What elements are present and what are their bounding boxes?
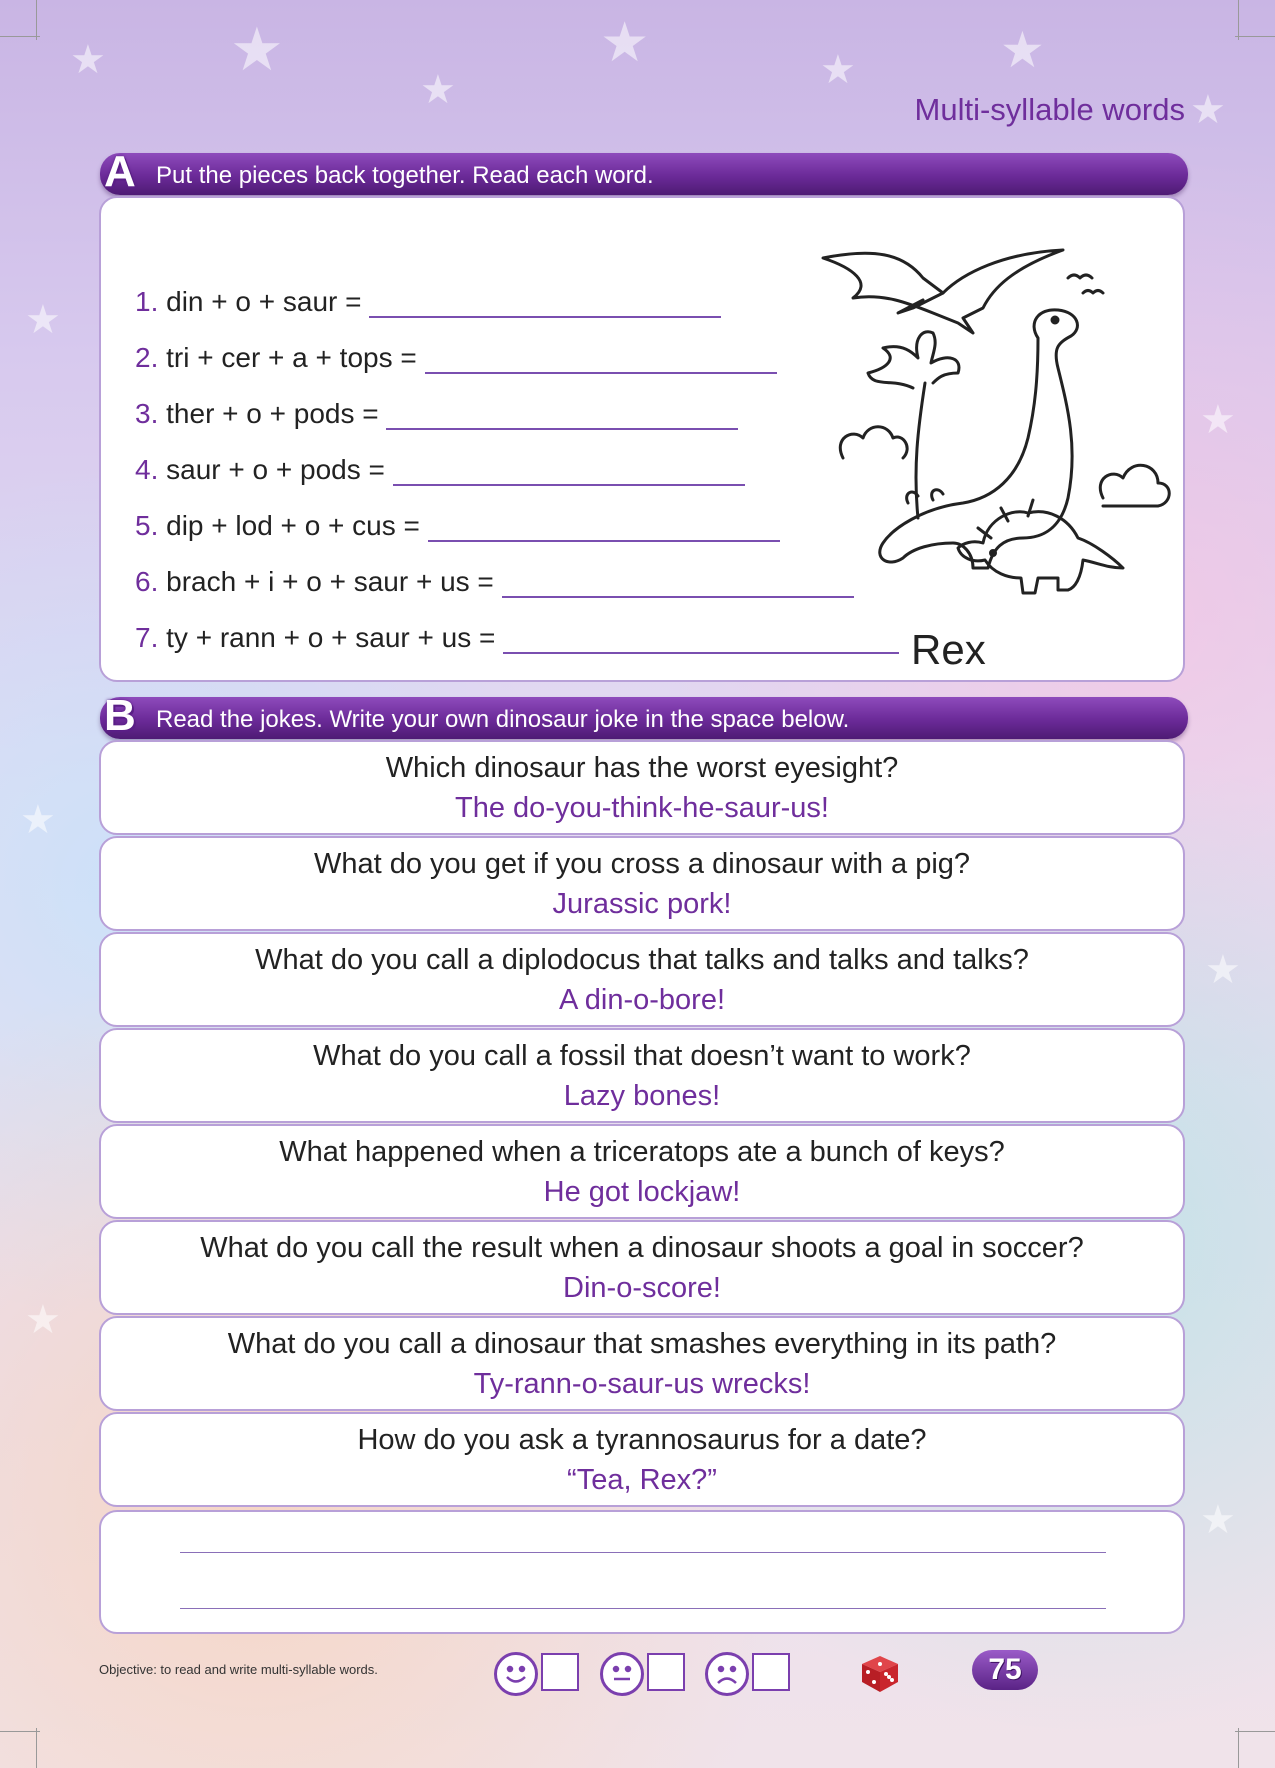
joke-question: What do you call a diplodocus that talks and talks and talks? — [255, 944, 1029, 976]
joke-question: What happened when a triceratops ate a bunch of keys? — [279, 1136, 1005, 1168]
section-a-header — [100, 147, 1188, 196]
objective-text: Objective: to read and write multi-syllable words. — [99, 1662, 378, 1677]
item-text: din + o + saur = — [166, 286, 362, 317]
sad-face-icon[interactable] — [705, 1652, 749, 1696]
crop-mark — [0, 1731, 40, 1732]
section-a-panel — [99, 196, 1185, 682]
section-b-instruction: Read the jokes. Write your own dinosaur joke in the space below. — [156, 706, 850, 733]
joke-answer: Jurassic pork! — [552, 888, 732, 920]
item-text: dip + lod + o + cus = — [166, 510, 420, 541]
item-number: 2. — [135, 342, 159, 373]
page-number: 75 — [972, 1650, 1038, 1690]
joke-question: What do you call a dinosaur that smashes everything in its path? — [227, 1328, 1057, 1360]
star-icon: ★ — [230, 16, 284, 83]
dice-icon — [856, 1648, 904, 1696]
bush-icon — [1100, 465, 1169, 506]
palm-tree-icon — [868, 332, 959, 518]
answer-blank[interactable] — [428, 514, 780, 542]
joke-card — [99, 836, 1185, 931]
exercise-item-2 — [135, 342, 777, 374]
crop-mark — [1238, 1728, 1239, 1768]
star-icon: ★ — [25, 298, 61, 342]
star-icon: ★ — [820, 48, 856, 92]
answer-blank[interactable] — [425, 346, 777, 374]
crop-mark — [1235, 36, 1275, 37]
joke-answer: A din-o-bore! — [558, 984, 726, 1016]
star-icon: ★ — [1000, 22, 1045, 78]
exercise-item-5 — [135, 510, 780, 542]
star-icon: ★ — [600, 11, 650, 73]
joke-card — [99, 932, 1185, 1027]
item-number: 6. — [135, 566, 159, 597]
star-icon: ★ — [1200, 398, 1236, 442]
neutral-face-icon[interactable] — [600, 1652, 644, 1696]
star-icon: ★ — [70, 38, 106, 82]
crop-mark — [36, 0, 37, 40]
star-icon: ★ — [1190, 88, 1226, 132]
joke-card — [99, 740, 1185, 835]
sad-checkbox[interactable] — [752, 1653, 790, 1691]
joke-answer: Lazy bones! — [563, 1080, 721, 1112]
joke-answer: “Tea, Rex?” — [567, 1464, 717, 1496]
crop-mark — [36, 1728, 37, 1768]
crop-mark — [1238, 0, 1239, 40]
item-text: brach + i + o + saur + us = — [166, 566, 494, 597]
writing-line[interactable] — [180, 1552, 1106, 1553]
item-text: tri + cer + a + tops = — [166, 342, 417, 373]
joke-card — [99, 1316, 1185, 1411]
star-icon: ★ — [25, 1298, 61, 1342]
item-number: 7. — [135, 622, 159, 653]
answer-blank[interactable] — [386, 402, 738, 430]
happy-face-icon[interactable] — [494, 1652, 538, 1696]
crop-mark — [1235, 1731, 1275, 1732]
section-a-letter: A — [104, 147, 136, 196]
illustration-label: Rex — [911, 626, 986, 673]
joke-answer: Ty-rann-o-saur-us wrecks! — [473, 1368, 811, 1400]
item-number: 1. — [135, 286, 159, 317]
item-number: 4. — [135, 454, 159, 485]
joke-card — [99, 1028, 1185, 1123]
triceratops-icon — [958, 500, 1123, 593]
item-text: ther + o + pods = — [166, 398, 379, 429]
joke-question: What do you call the result when a dinosaur shoots a goal in soccer? — [200, 1232, 1084, 1264]
item-text: ty + rann + o + saur + us = — [166, 622, 496, 653]
joke-answer: Din-o-score! — [563, 1272, 721, 1304]
section-a-instruction: Put the pieces back together. Read each word. — [156, 162, 654, 189]
item-number: 5. — [135, 510, 159, 541]
bush-icon — [840, 427, 907, 458]
exercise-item-6 — [135, 566, 854, 598]
page-title: Multi-syllable words — [914, 92, 1185, 127]
star-icon: ★ — [20, 798, 56, 842]
neutral-checkbox[interactable] — [647, 1653, 685, 1691]
exercise-item-7 — [135, 622, 899, 654]
answer-blank[interactable] — [502, 570, 854, 598]
writing-line[interactable] — [180, 1608, 1106, 1609]
exercise-item-3 — [135, 398, 738, 430]
joke-answer: The do-you-think-he-saur-us! — [455, 792, 829, 824]
happy-checkbox[interactable] — [541, 1653, 579, 1691]
answer-blank[interactable] — [393, 458, 745, 486]
pterodactyl-icon — [823, 250, 1103, 333]
joke-question: What do you get if you cross a dinosaur with a pig? — [313, 848, 971, 880]
joke-question: Which dinosaur has the worst eyesight? — [385, 752, 899, 784]
crop-mark — [0, 36, 40, 37]
joke-question: What do you call a fossil that doesn’t want to work? — [313, 1040, 971, 1072]
joke-card — [99, 1412, 1185, 1507]
item-text: saur + o + pods = — [166, 454, 385, 485]
star-icon: ★ — [420, 68, 456, 112]
star-icon: ★ — [1205, 948, 1241, 992]
section-b-header — [100, 691, 1188, 740]
answer-blank[interactable] — [369, 290, 721, 318]
dinosaur-illustration — [813, 238, 1183, 658]
own-joke-panel — [99, 1510, 1185, 1634]
section-b-letter: B — [104, 691, 136, 740]
joke-question: How do you ask a tyrannosaurus for a date? — [357, 1424, 927, 1456]
joke-card — [99, 1220, 1185, 1315]
joke-answer: He got lockjaw! — [543, 1176, 741, 1208]
exercise-item-4 — [135, 454, 745, 486]
exercise-item-1 — [135, 286, 721, 318]
joke-card — [99, 1124, 1185, 1219]
item-number: 3. — [135, 398, 159, 429]
star-icon: ★ — [1200, 1498, 1236, 1542]
